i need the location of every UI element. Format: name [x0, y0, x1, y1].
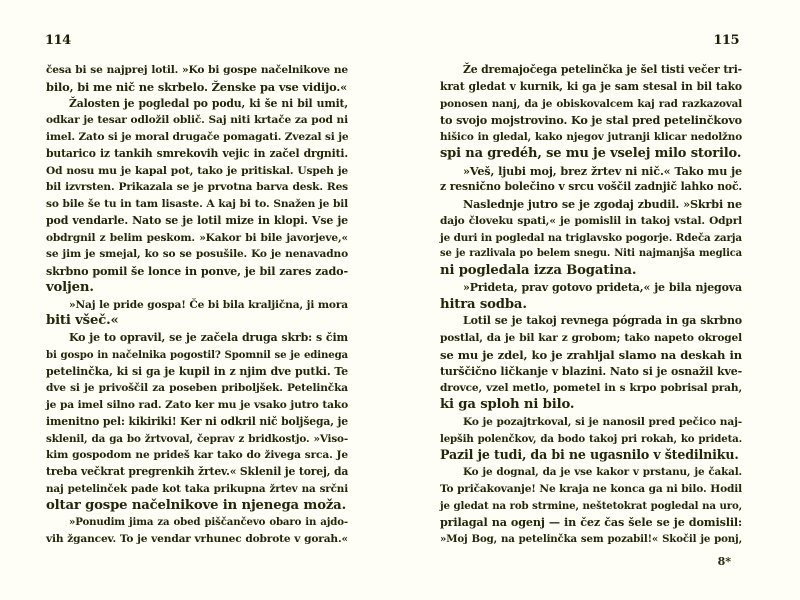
right-page	[400, 0, 800, 600]
text-line: so bile še tu in tam lisaste. A kaj bi to. Snažen je bil	[46, 198, 348, 210]
text-line: to svojo mojstrovino. Ko je stal pred petelinčkovo	[440, 113, 742, 128]
text-line: česa bi se najprej lotil. »Ko bi gospe načelnikove ne	[46, 64, 348, 76]
text-line: krat gledat v kurnik, ki ga je sam stesal in bil tako	[440, 79, 742, 93]
text-line: odkar je tesar odložil oblič. Saj niti krtače za pod ni	[46, 114, 348, 127]
text-line: ponosen nanj, da je obiskovalcem kaj rad razkazoval	[440, 97, 742, 110]
text-line: Naslednje jutro se je zgodaj zbudil. »Skrbi ne	[463, 197, 742, 211]
text-line: biti všeč.«	[46, 313, 119, 329]
text-line: je duri in pogledal na triglavsko pogorje. Rdeča zarja	[440, 231, 742, 244]
text-line: spi na gredéh, se mu je vselej milo storilo.	[440, 145, 742, 161]
page-text	[46, 62, 348, 548]
text-line: skrbno pomil še lonce in ponve, je bil zares zado-	[46, 264, 348, 278]
text-line: sklenil, da ga bo žrtvoval, čeprav z bridkostjo. »Viso-	[46, 432, 348, 445]
text-line: bi gospo in načelnika pogostil? Spomnil se je edinega	[46, 348, 348, 361]
text-line: imel. Zato si je moral drugače pomagati. Zvezal si je	[46, 131, 349, 143]
text-line: Ko je dognal, da je vse kakor v prstanu, je čakal.	[463, 466, 742, 478]
text-line: butarico iz tankih smrekovih vejic in začel drgniti.	[46, 146, 348, 160]
text-line: se mu je zdel, ko je zrahljal slamo na deskah in	[440, 347, 742, 362]
text-line: pod vendarle. Nato se je lotil mize in klopi. Vse je	[46, 213, 348, 227]
text-line: Ko je pozajtrkoval, si je nanosil pred pečico naj-	[463, 415, 742, 428]
text-line: Pazil je tudi, da bi ne ugasnilo v štedilniku.	[440, 447, 739, 463]
text-line: Lotil se je takoj revnega pógrada in ga skrbno	[463, 314, 742, 328]
text-line: se je razlivala po belem snegu. Niti najmanjša meglica	[440, 248, 742, 260]
text-line: ni pogledala izza Bogatina.	[440, 263, 637, 278]
text-line: dve si je privoščil za poseben priboljšek. Petelinčka	[46, 382, 348, 395]
page-number: 115	[713, 33, 739, 48]
text-line: Že dremajočega petelinčka je šel tisti večer tri-	[463, 63, 742, 76]
text-line: treba večkrat pregrenkih žrtev.« Sklenil je torej, da	[46, 465, 349, 478]
text-line: bil izvrsten. Prikazala se je prvotna barva desk. Res	[46, 181, 348, 194]
text-line: turščično ličkanje v blazini. Nato si je osnažil kve-	[440, 364, 742, 378]
text-line: »Prideta, prav gotovo prideta,« je bila njegova	[463, 280, 742, 294]
text-line: lepših polenčkov, da bodo takoj pri rokah, ko prideta.	[440, 432, 742, 445]
text-line: drovce, vzel metlo, pometel in s krpo pobrisal prah,	[440, 382, 742, 395]
text-line: ki ga sploh ni bilo.	[440, 397, 575, 412]
text-line: hitra sodba.	[440, 296, 527, 312]
text-line: oltar gospe načelnikove in njenega moža.	[46, 497, 347, 513]
text-line: kim gospodom ne prideš kar tako do živega srca. Je	[46, 449, 348, 462]
text-line: voljen.	[46, 279, 94, 295]
text-line: naj petelinček pade kot taka prikupna žrtev na srčni	[46, 482, 348, 495]
text-line: prilagal na ogenj — in čez čas šele se je domislil:	[440, 515, 742, 530]
text-line: z resnično bolečino v srcu voščil zadnjič lahko noč.	[440, 180, 742, 194]
text-line: je pa imel silno rad. Zato ker mu je vsako jutro tako	[46, 399, 348, 411]
text-line: bilo, bi me nič ne skrbelo. Ženske pa vse vidijo.«	[46, 79, 348, 94]
text-line: se jim je smejal, ko so se posušile. Ko je nenavadno	[46, 248, 348, 261]
text-line: postlal, da je bil kar z grobom; tako napeto okrogel	[440, 332, 742, 344]
text-line: Od nosu mu je kapal pot, tako je pritiskal. Uspeh je	[46, 164, 348, 177]
text-line: Ko je to opravil, se je začela druga skrb: s čim	[69, 331, 348, 344]
text-line: »Ponudim jima za obed piščančevo obaro in ajdo-	[69, 516, 348, 529]
page-number: 114	[45, 33, 71, 48]
text-line: »Moj Bog, na petelinčka sem pozabil!« Skočil je ponj,	[440, 533, 742, 545]
text-line: To pričakovanje! Ne kraja ne konca ga ni bilo. Hodil	[440, 482, 742, 495]
text-line: dajo človeku spati,« je pomislil in takoj vstal. Odprl	[440, 214, 742, 227]
text-line: petelinčka, ki si ga je kupil in z njim dve putki. Te	[46, 364, 348, 378]
text-line: obdrgnil z belim peskom. »Kakor bi bile javorjeve,«	[46, 231, 348, 244]
text-line: vih žgancev. To je vendar vrhunec dobrote v gorah.«	[46, 533, 348, 545]
text-line: Žalosten je pogledal po podu, ki še ni bil umit,	[69, 96, 348, 110]
page-text	[440, 62, 742, 548]
text-line: hišico in gledal, kako njegov jutranji klicar nedolžno	[440, 131, 742, 143]
signature-mark: 8*	[717, 555, 731, 568]
text-line: »Veš, ljubi moj, brez žrtev ni nič.« Tako mu je	[463, 163, 742, 178]
text-line: je gledat na rob strmine, neštetokrat pogledal na uro,	[440, 499, 742, 512]
text-line: »Naj le pride gospa! Če bi bila kraljična, ji mora	[69, 298, 348, 311]
text-line: imenitno pel: kikiriki! Ker ni odkril nič boljšega, je	[46, 414, 348, 428]
